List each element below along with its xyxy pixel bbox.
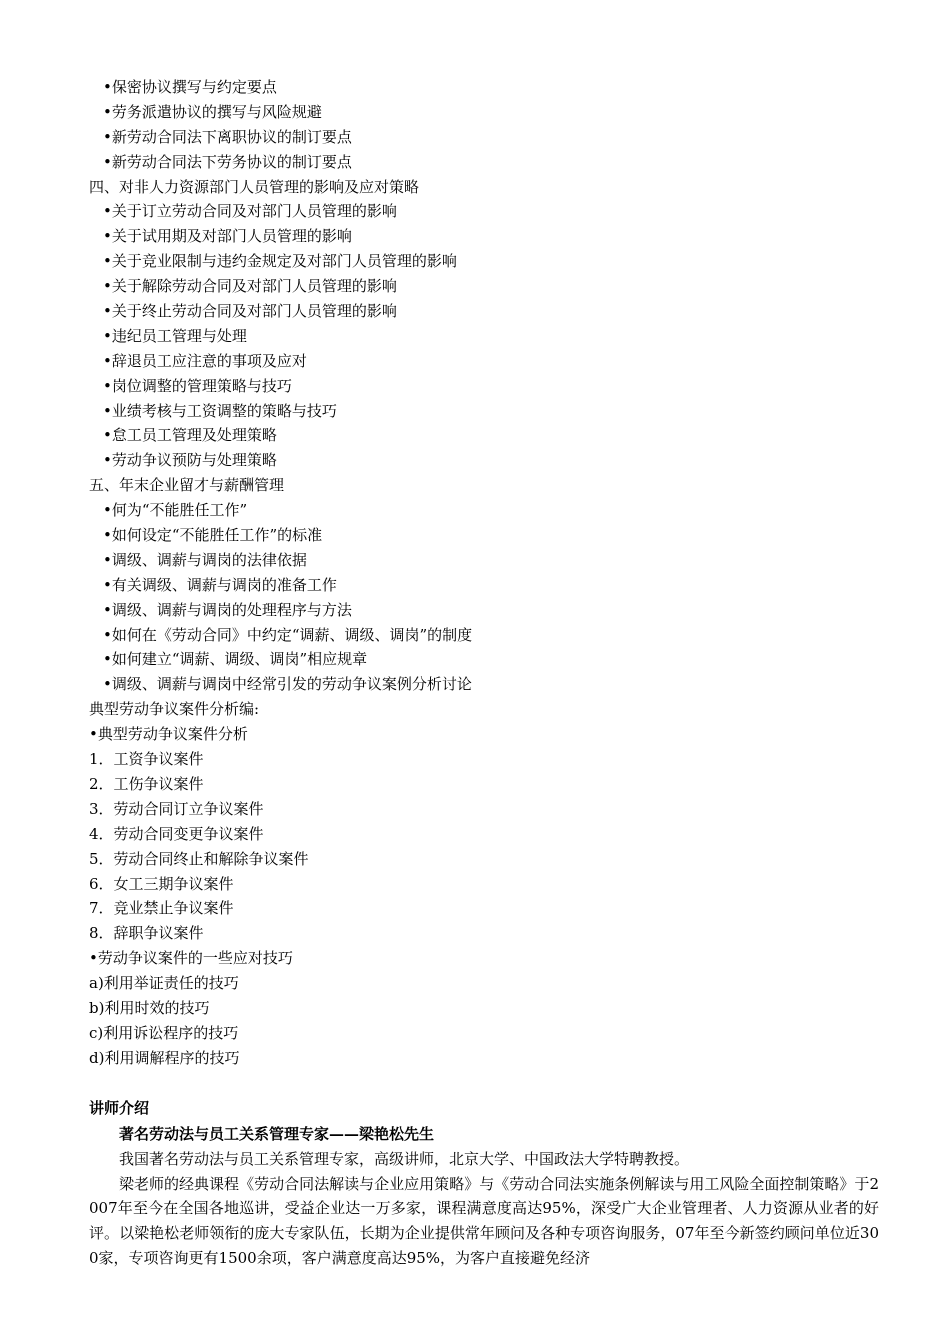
instructor-intro-paragraph: 我国著名劳动法与员工关系管理专家，高级讲师，北京大学、中国政法大学特聘教授。 [119, 1150, 690, 1168]
outline-line: •劳动争议预防与处理策略 [103, 451, 277, 470]
outline-line: •业绩考核与工资调整的策略与技巧 [103, 401, 337, 420]
outline-line: •调级、调薪与调岗的处理程序与方法 [103, 600, 352, 619]
outline-line: 6．女工三期争议案件 [89, 874, 234, 893]
outline-line: •如何建立“调薪、调级、调岗”相应规章 [103, 650, 368, 669]
outline-line: •关于解除劳动合同及对部门人员管理的影响 [103, 277, 397, 296]
outline-line: •保密协议撰写与约定要点 [103, 78, 277, 96]
outline-line: b)利用时效的技巧 [89, 998, 210, 1017]
outline-line: 4．劳动合同变更争议案件 [89, 824, 264, 843]
instructor-course-paragraph: 梁老师的经典课程《劳动合同法解读与企业应用策略》与《劳动合同法实施条例解读与用工风险全面控制策略》于2007年至今在全国各地巡讲，受益企业达一万多家，课程满意度高达95%，深受广大企业管理者、人力资源从业者的好评。以梁艳松老师领衔的庞大专家队伍，长期为企业提供常年顾问及各种专项咨询服务，07年至今新签约顾问单位近300家，专项咨询更有1500余项，客户满意度高达95%，为客户直接避免经济 [89, 1174, 879, 1267]
outline-line: •劳务派遣协议的撰写与风险规避 [103, 102, 322, 121]
outline-line: •违纪员工管理与处理 [103, 326, 247, 345]
outline-line: •关于竞业限制与违约金规定及对部门人员管理的影响 [103, 252, 457, 271]
outline-line: •调级、调薪与调岗中经常引发的劳动争议案例分析讨论 [103, 675, 472, 694]
outline-line: 3．劳动合同订立争议案件 [89, 799, 264, 818]
outline-line: •关于试用期及对部门人员管理的影响 [103, 227, 352, 246]
outline-line: •有关调级、调薪与调岗的准备工作 [103, 575, 337, 594]
outline-line: 5．劳动合同终止和解除争议案件 [89, 849, 309, 868]
outline-line: 典型劳动争议案件分析编: [89, 700, 260, 719]
outline-line: •典型劳动争议案件分析 [89, 725, 248, 744]
outline-line: •新劳动合同法下离职协议的制订要点 [103, 127, 352, 146]
outline-line: •怠工员工管理及处理策略 [103, 426, 277, 445]
outline-line: 五、年末企业留才与薪酬管理 [89, 476, 285, 495]
outline-line: 7．竞业禁止争议案件 [89, 899, 234, 918]
outline-line: •何为“不能胜任工作” [103, 501, 248, 520]
outline-line: 四、对非人力资源部门人员管理的影响及应对策略 [89, 177, 420, 196]
outline-line: •关于终止劳动合同及对部门人员管理的影响 [103, 302, 397, 321]
outline-line: a)利用举证责任的技巧 [89, 974, 239, 993]
outline-line: •关于订立劳动合同及对部门人员管理的影响 [103, 202, 397, 221]
outline-list [89, 75, 879, 1071]
outline-line: •调级、调薪与调岗的法律依据 [103, 550, 307, 569]
outline-line: •辞退员工应注意的事项及应对 [103, 351, 307, 370]
outline-line: •如何在《劳动合同》中约定“调薪、调级、调岗”的制度 [103, 625, 473, 644]
outline-line: c)利用诉讼程序的技巧 [89, 1023, 239, 1042]
outline-line: 1．工资争议案件 [89, 750, 204, 769]
instructor-heading: 讲师介绍 [89, 1099, 150, 1117]
outline-line: 8．辞职争议案件 [89, 924, 204, 943]
outline-line: 2．工伤争议案件 [89, 774, 204, 793]
outline-line: •如何设定“不能胜任工作”的标准 [103, 526, 323, 545]
outline-line: d)利用调解程序的技巧 [89, 1048, 240, 1067]
outline-line: •新劳动合同法下劳务协议的制订要点 [103, 152, 352, 171]
instructor-title: 著名劳动法与员工关系管理专家——梁艳松先生 [119, 1125, 435, 1143]
outline-line: •岗位调整的管理策略与技巧 [103, 376, 292, 395]
instructor-section [89, 1095, 879, 1271]
outline-line: •劳动争议案件的一些应对技巧 [89, 949, 293, 968]
